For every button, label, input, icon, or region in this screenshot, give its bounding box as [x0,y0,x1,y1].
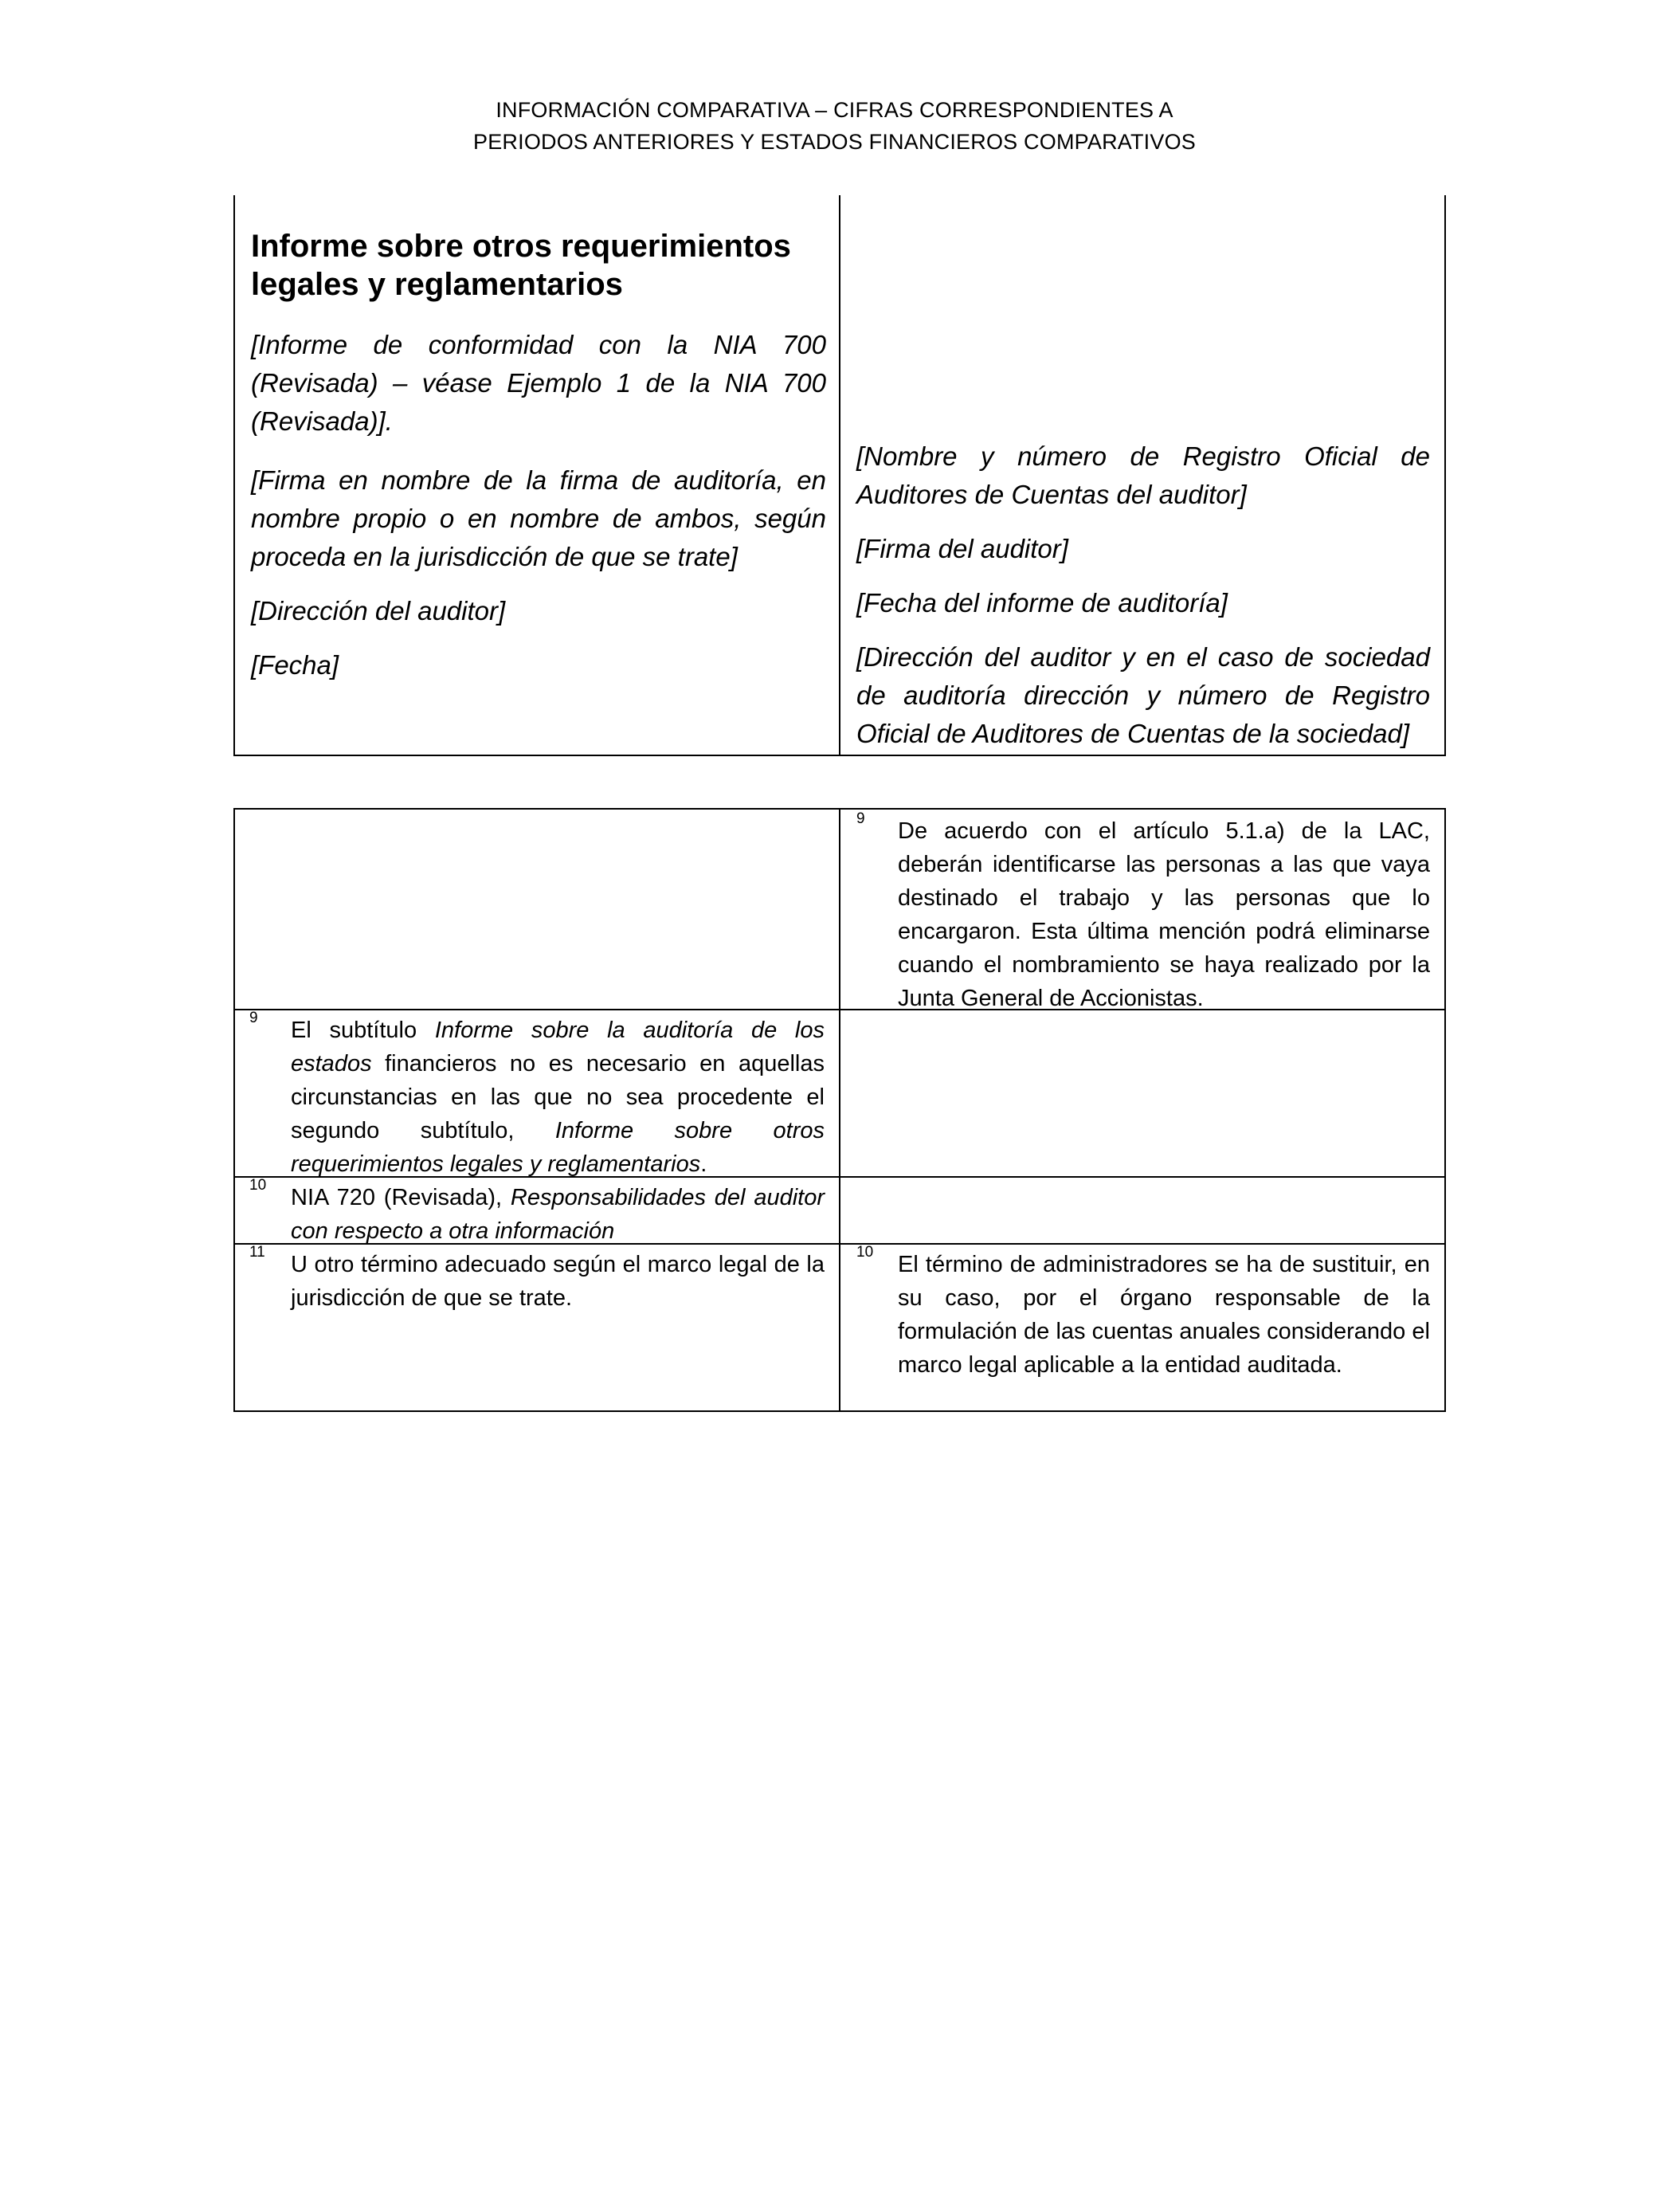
auditor-signature-note: [Firma del auditor] [856,534,1068,563]
footnote-text-part: NIA 720 (Revisada), [291,1185,511,1210]
footnote-number: 10 [249,1177,267,1194]
footnote-number: 11 [249,1244,265,1261]
footnote-text-italic: Informe sobre otros requerimientos legales y reglamentarios [291,1118,825,1177]
report-table [233,195,1446,756]
conformity-note: [Informe de conformidad con la NIA 700 (Revisada) – véase Ejemplo 1 de la NIA 700 (Revisada)]. [251,330,826,436]
report-table-right-column [839,195,1446,755]
footnote-left-10 [249,1177,825,1248]
auditor-address-note: [Dirección del auditor] [251,596,506,626]
date-note: [Fecha] [251,650,339,680]
footnote-text-italic: Responsabilidades del auditor con respecto a otra información [291,1185,825,1244]
footnote-left-9 [249,1010,825,1181]
section-heading: Informe sobre otros requerimientos legales y reglamentarios [251,229,791,302]
footnote-text-part: El subtítulo [291,1018,435,1043]
page-header [0,94,1669,158]
footnote-text-part: . [700,1151,707,1177]
firm-address-note: [Dirección del auditor y en el caso de sociedad de auditoría dirección y número de Registro Oficial de Auditores de Cuentas de la sociedad] [856,642,1430,748]
footnote-right-10 [856,1244,1430,1382]
footnote-left-11 [249,1244,825,1315]
footnote-number: 9 [856,810,865,827]
footnote-text: El término de administradores se ha de sustituir, en su caso, por el órgano responsable de la formulación de las cuentas anuales considerando el marco legal aplicable a la entidad auditada. [898,1252,1430,1378]
signature-note: [Firma en nombre de la firma de auditoría, en nombre propio o en nombre de ambos, según proceda en la jurisdicción de que se trate] [251,465,826,571]
footnotes-table [233,808,1446,1412]
footnote-text-part: financieros no es necesario en aquellas circunstancias en las que no sea procedente el segundo subtítulo, [291,1051,825,1143]
report-table-left-column [233,195,840,755]
report-date-note: [Fecha del informe de auditoría] [856,588,1228,618]
header-line-1: INFORMACIÓN COMPARATIVA – CIFRAS CORRESPONDIENTES A [496,98,1173,122]
registry-note: [Nombre y número de Registro Oficial de Auditores de Cuentas del auditor] [856,441,1430,509]
footnote-text [291,1014,825,1181]
column-divider [839,810,840,1410]
footnote-number: 9 [249,1010,258,1026]
footnote-text: U otro término adecuado según el marco legal de la jurisdicción de que se trate. [291,1252,825,1311]
footnote-right-9 [856,810,1430,1015]
footnote-text: De acuerdo con el artículo 5.1.a) de la LAC, deberán identificarse las personas a las que vaya destinado el trabajo y las personas que lo encargaron. Esta última mención podrá eliminarse cuando el nombramiento se haya realizado por la Junta General de Accionistas. [898,818,1430,1011]
footnote-text [291,1181,825,1248]
footnote-number: 10 [856,1244,874,1261]
header-line-2: PERIODOS ANTERIORES Y ESTADOS FINANCIEROS COMPARATIVOS [473,130,1196,154]
footnote-text-italic: Informe sobre la auditoría de los estados [291,1018,825,1077]
